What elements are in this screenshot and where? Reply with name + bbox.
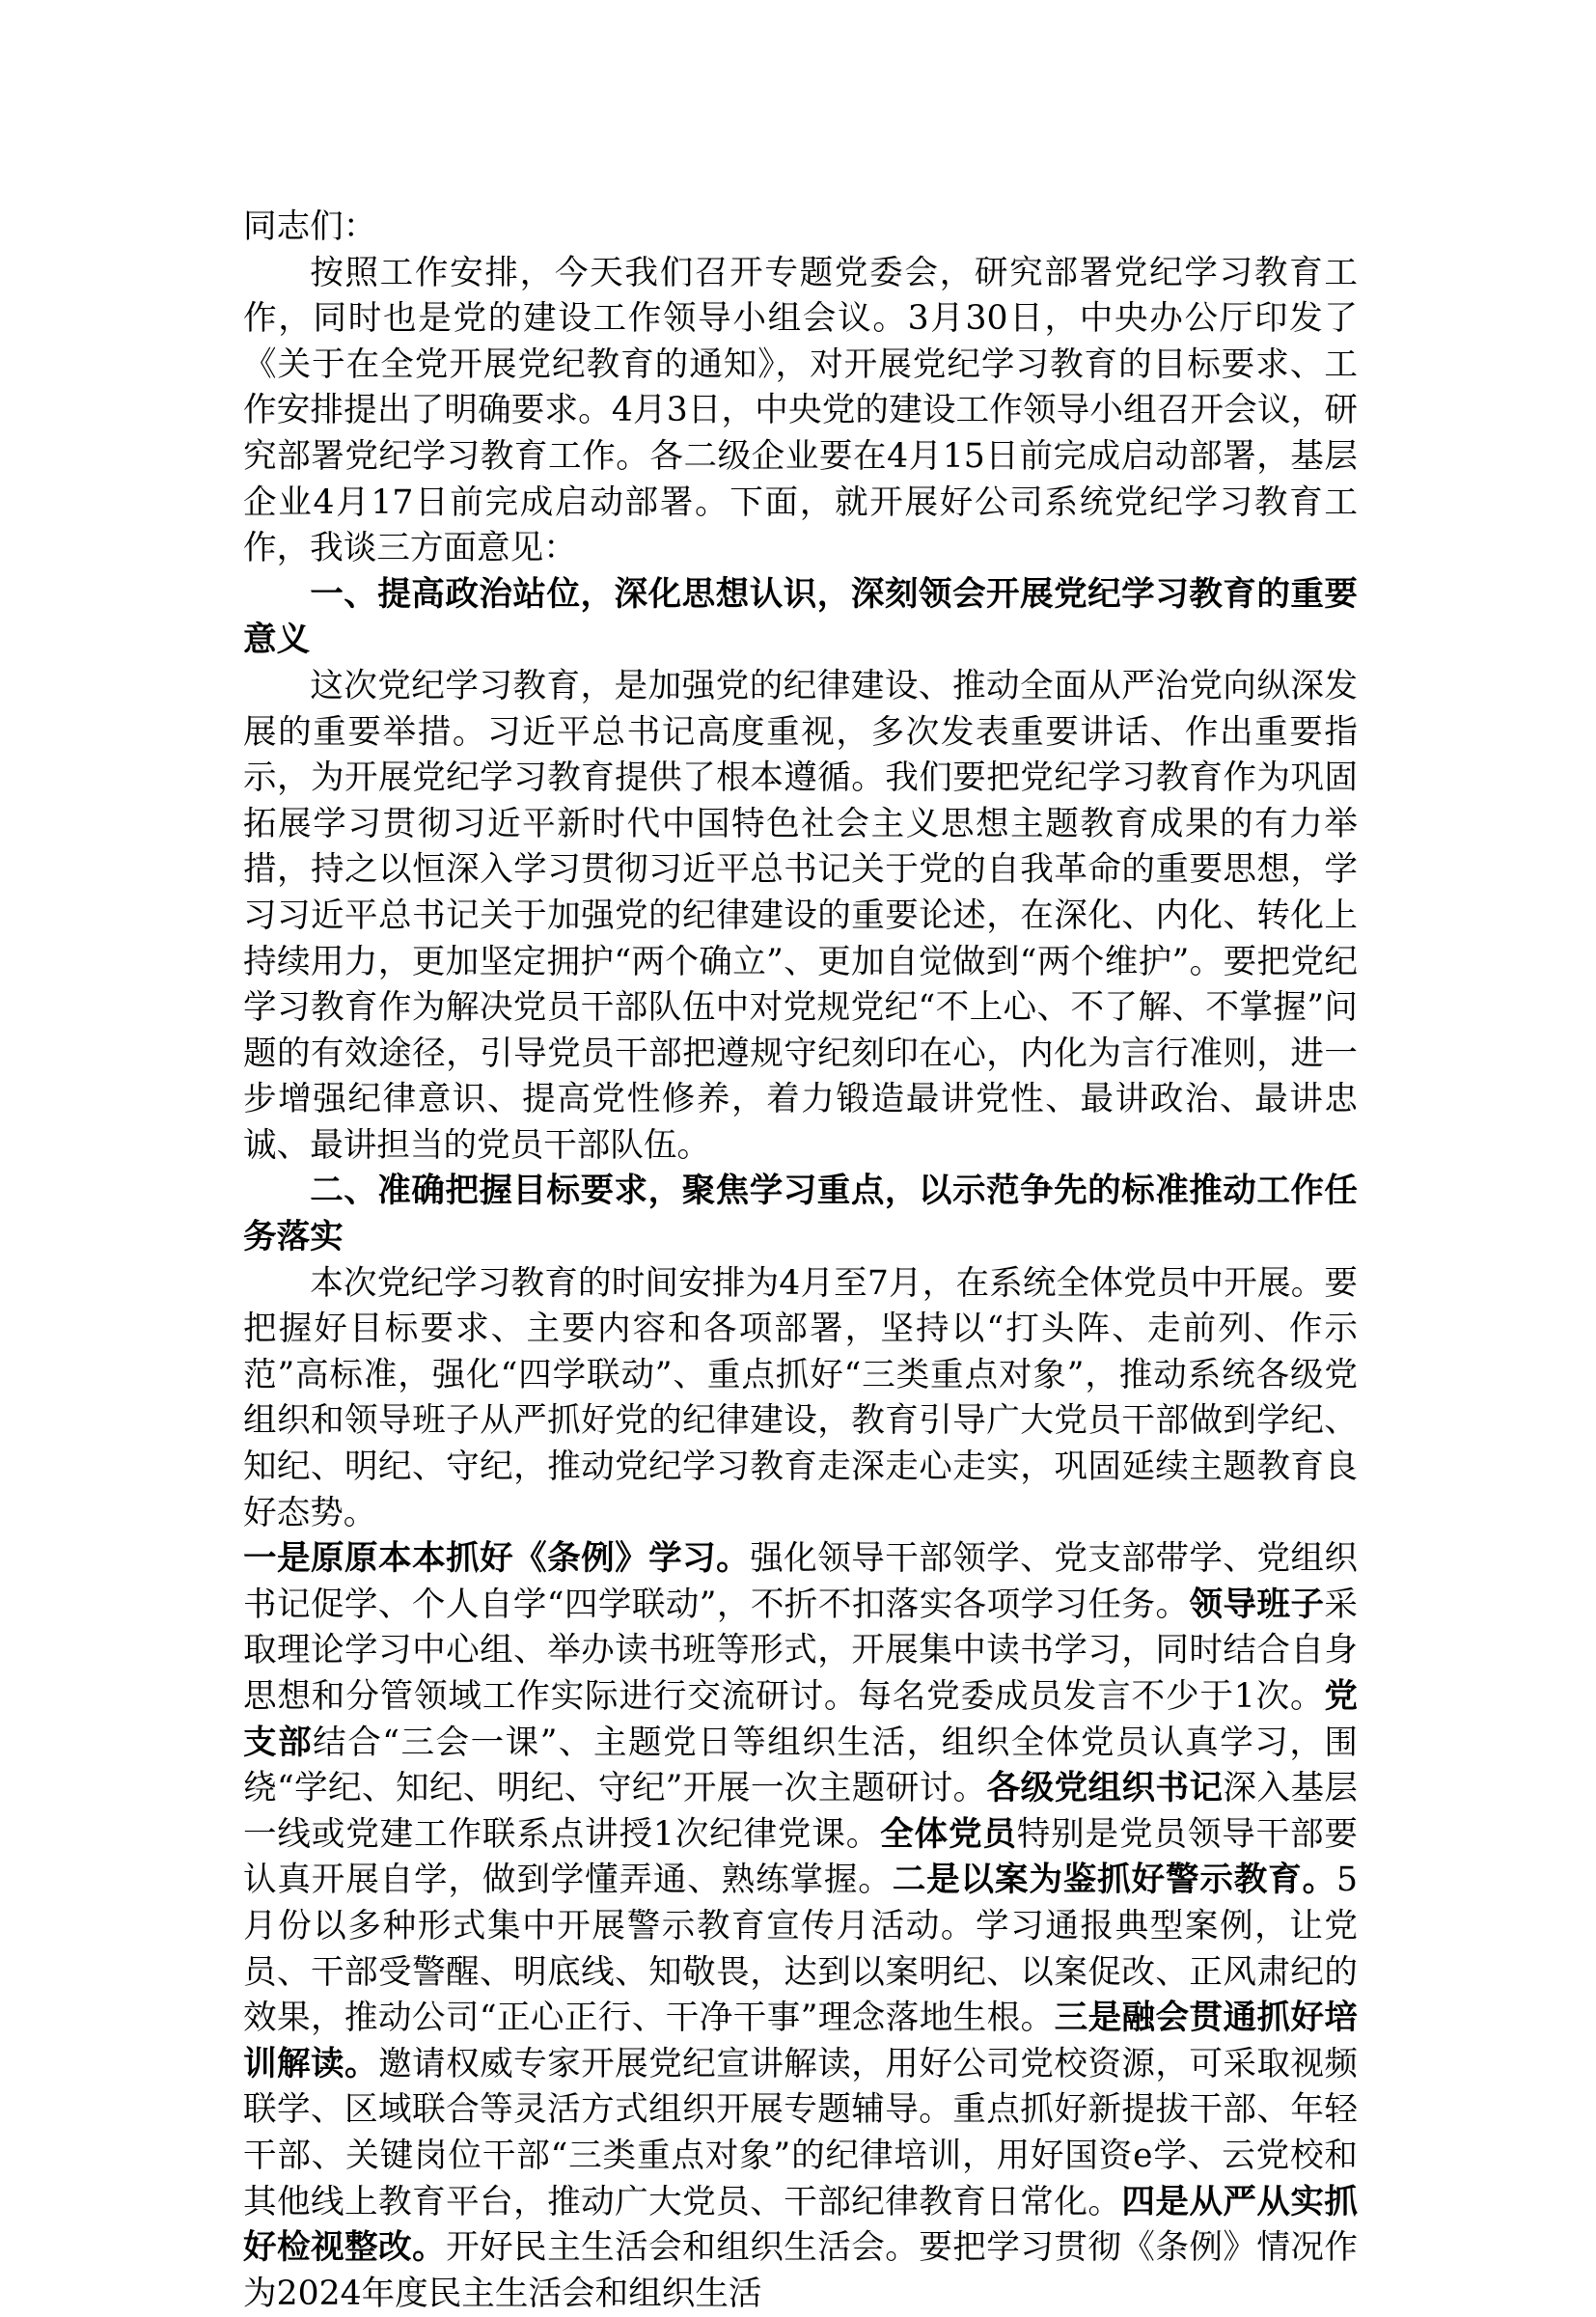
section-2-body: 本次党纪学习教育的时间安排为4月至7月，在系统全体党员中开展。要把握好目标要求、主要内容和各项部署，坚持以“打头阵、走前列、作示范”高标准，强化“四学联动”、重点抓好“三类重点对象”，推动系统各级党组织和领导班子从严抓好党的纪律建设，教育引导广大党员干部做到学纪、知纪、明纪、守纪，推动党纪学习教育走深走心走实，巩固延续主题教育良好态势。	[243, 1263, 1358, 1532]
point-1-lead: 一是原原本本抓好《条例》学习。	[243, 1539, 751, 1579]
members-label: 全体党员	[880, 1814, 1017, 1854]
leaders-text: 采取理论学习中心组、举办读书班等形式，开展集中读书学习，同时结合自身思想和分管领域工作实际进行交流研讨。每名党委成员发言不少于1次。	[243, 1585, 1358, 1716]
greeting: 同志们：	[243, 207, 377, 246]
point-4-lead: 四是从严从实抓好检视整改。	[243, 2182, 1359, 2268]
members-text: 特别是党员领导干部要认真开展自学，做到学懂弄通、熟练掌握。	[243, 1814, 1358, 1900]
point-1-text: 强化领导干部领学、党支部带学、党组织书记促学、个人自学“四学联动”，不折不扣落实各项学习任务。	[243, 1539, 1359, 1624]
section-2-detail-paragraph	[243, 1536, 1358, 2317]
point-4-text: 开好民主生活会和组织生活会。要把学习贯彻《条例》情况作为2024年度民主生活会和组织生活	[243, 2228, 1359, 2313]
document-page	[243, 205, 1358, 2317]
point-2-text: 5月份以多种形式集中开展警示教育宣传月活动。学习通报典型案例，让党员、干部受警醒、明底线、知敬畏，达到以案明纪、以案促改、正风肃纪的效果，推动公司“正心正行、干净干事”理念落地生根。	[243, 1861, 1358, 2038]
branch-label: 党支部	[243, 1677, 1358, 1762]
section-1-body: 这次党纪学习教育，是加强党的纪律建设、推动全面从严治党向纵深发展的重要举措。习近平总书记高度重视，多次发表重要讲话、作出重要指示，为开展党纪学习教育提供了根本遵循。我们要把党纪学习教育作为巩固拓展学习贯彻习近平新时代中国特色社会主义思想主题教育成果的有力举措，持之以恒深入学习贯彻习近平总书记关于党的自我革命的重要思想，学习习近平总书记关于加强党的纪律建设的重要论述，在深化、内化、转化上持续用力，更加坚定拥护“两个确立”、更加自觉做到“两个维护”。要把党纪学习教育作为解决党员干部队伍中对党规党纪“不上心、不了解、不掌握”问题的有效途径，引导党员干部把遵规守纪刻印在心，内化为言行准则，进一步增强纪律意识、提高党性修养，着力锻造最讲党性、最讲政治、最讲忠诚、最讲担当的党员干部队伍。	[243, 666, 1358, 1165]
point-3-text: 邀请权威专家开展党纪宣讲解读，用好公司党校资源，可采取视频联学、区域联合等灵活方式组织开展专题辅导。重点抓好新提拔干部、年轻干部、关键岗位干部“三类重点对象”的纪律培训，用好国资e学、云党校和其他线上教育平台，推动广大党员、干部纪律教育日常化。	[243, 2044, 1359, 2221]
section-2-heading: 二、准确把握目标要求，聚焦学习重点，以示范争先的标准推动工作任务落实	[243, 1172, 1358, 1257]
branch-text: 结合“三会一课”、主题党日等组织生活，组织全体党员认真学习，围绕“学纪、知纪、明纪、守纪”开展一次主题研讨。	[243, 1723, 1358, 1808]
secretary-label: 各级党组织书记	[986, 1769, 1224, 1808]
section-1-heading: 一、提高政治站位，深化思想认识，深刻领会开展党纪学习教育的重要意义	[243, 574, 1358, 660]
secretary-text: 深入基层一线或党建工作联系点讲授1次纪律党课。	[243, 1769, 1359, 1854]
point-2-lead: 二是以案为鉴抓好警示教育。	[892, 1861, 1336, 1900]
intro-paragraph: 按照工作安排，今天我们召开专题党委会，研究部署党纪学习教育工作，同时也是党的建设工作领导小组会议。3月30日，中央办公厅印发了《关于在全党开展党纪教育的通知》，对开展党纪学习教育的目标要求、工作安排提出了明确要求。4月3日，中央党的建设工作领导小组召开会议，研究部署党纪学习教育工作。各二级企业要在4月15日前完成启动部署，基层企业4月17日前完成启动部署。下面，就开展好公司系统党纪学习教育工作，我谈三方面意见：	[243, 253, 1358, 568]
leaders-label: 领导班子	[1189, 1585, 1325, 1624]
point-3-lead: 三是融会贯通抓好培训解读。	[243, 1999, 1358, 2083]
